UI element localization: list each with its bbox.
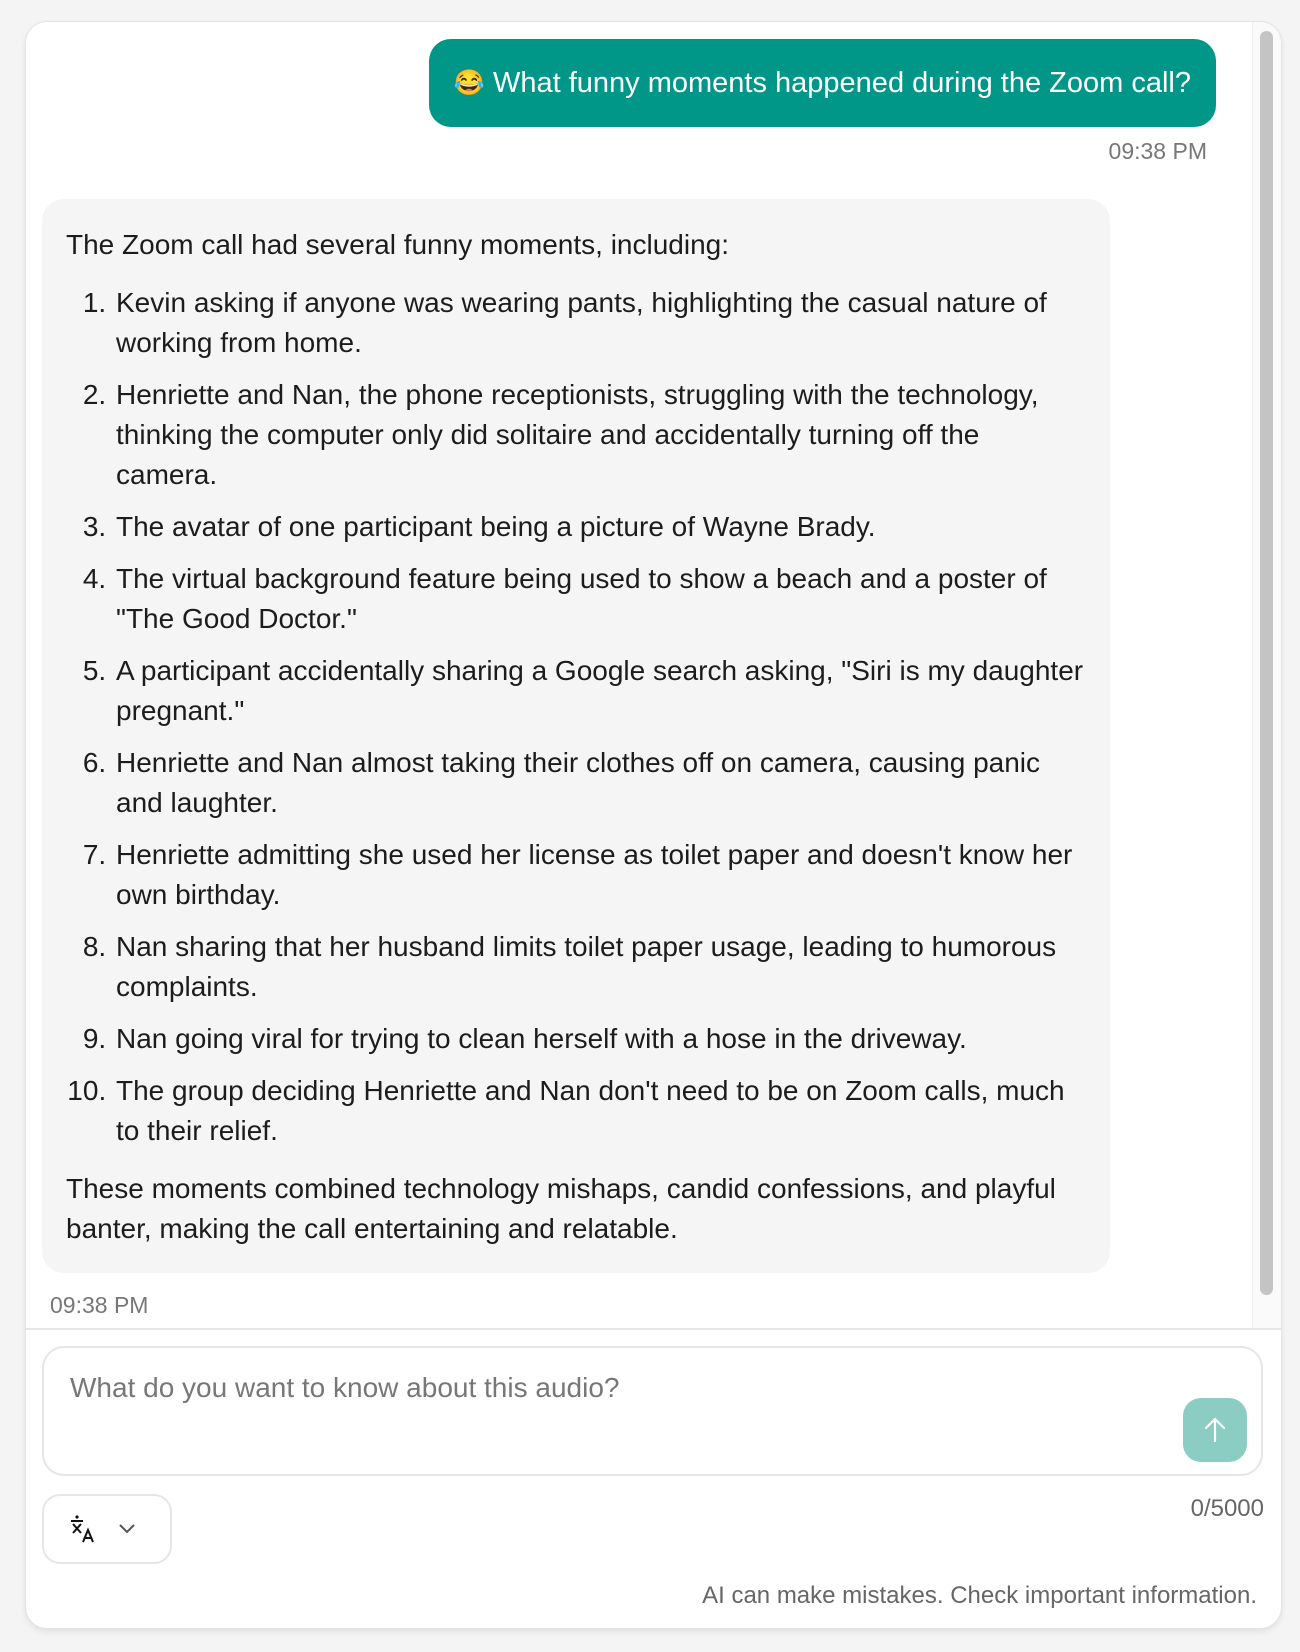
assistant-message-timestamp: 09:38 PM bbox=[50, 1292, 149, 1318]
send-button[interactable] bbox=[1183, 1398, 1247, 1462]
chevron-down-icon bbox=[118, 1523, 136, 1535]
translate-icon bbox=[68, 1514, 98, 1544]
arrow-up-icon bbox=[1203, 1416, 1227, 1444]
user-message-bubble bbox=[429, 39, 1216, 127]
ai-disclaimer: AI can make mistakes. Check important information. bbox=[702, 1582, 1257, 1609]
list-item: 8. Nan sharing that her husband limits toilet paper usage, leading to humorous complaints. bbox=[114, 927, 1086, 1007]
chat-panel bbox=[25, 21, 1282, 1629]
laughing-emoji-icon: 😂 bbox=[453, 68, 485, 97]
composer bbox=[42, 1346, 1263, 1476]
list-item: 10. The group deciding Henriette and Nan don't need to be on Zoom calls, much to their relief. bbox=[114, 1071, 1086, 1151]
list-item: 9. Nan going viral for trying to clean herself with a hose in the driveway. bbox=[114, 1019, 1086, 1059]
scrollbar[interactable] bbox=[1252, 22, 1282, 1328]
list-item: 1. Kevin asking if anyone was wearing pants, highlighting the casual nature of working from home. bbox=[114, 283, 1086, 363]
list-item: 3. The avatar of one participant being a picture of Wayne Brady. bbox=[114, 507, 1086, 547]
user-message-timestamp: 09:38 PM bbox=[1108, 138, 1207, 164]
user-message-text: What funny moments happened during the Zoom call? bbox=[492, 66, 1191, 99]
list-item: 4. The virtual background feature being used to show a beach and a poster of "The Good Doctor." bbox=[114, 559, 1086, 639]
language-selector[interactable] bbox=[42, 1494, 172, 1564]
list-item: 2. Henriette and Nan, the phone receptionists, struggling with the technology, thinking the computer only did solitaire and accidentally turning off the camera. bbox=[114, 375, 1086, 495]
assistant-intro: The Zoom call had several funny moments, including: bbox=[66, 229, 729, 260]
funny-moments-list bbox=[66, 283, 1086, 1151]
divider bbox=[26, 1328, 1281, 1330]
list-item: 6. Henriette and Nan almost taking their clothes off on camera, causing panic and laughter. bbox=[114, 743, 1086, 823]
message-list bbox=[26, 22, 1251, 1328]
list-item: 5. A participant accidentally sharing a Google search asking, "Siri is my daughter pregnant." bbox=[114, 651, 1086, 731]
assistant-outro: These moments combined technology mishaps, candid confessions, and playful banter, making the call entertaining and relatable. bbox=[66, 1173, 1056, 1244]
question-input[interactable] bbox=[68, 1370, 1132, 1454]
assistant-message-bubble bbox=[42, 199, 1110, 1273]
character-counter: 0/5000 bbox=[1190, 1495, 1264, 1522]
scrollbar-thumb[interactable] bbox=[1260, 31, 1273, 1295]
list-item: 7. Henriette admitting she used her license as toilet paper and doesn't know her own birthday. bbox=[114, 835, 1086, 915]
